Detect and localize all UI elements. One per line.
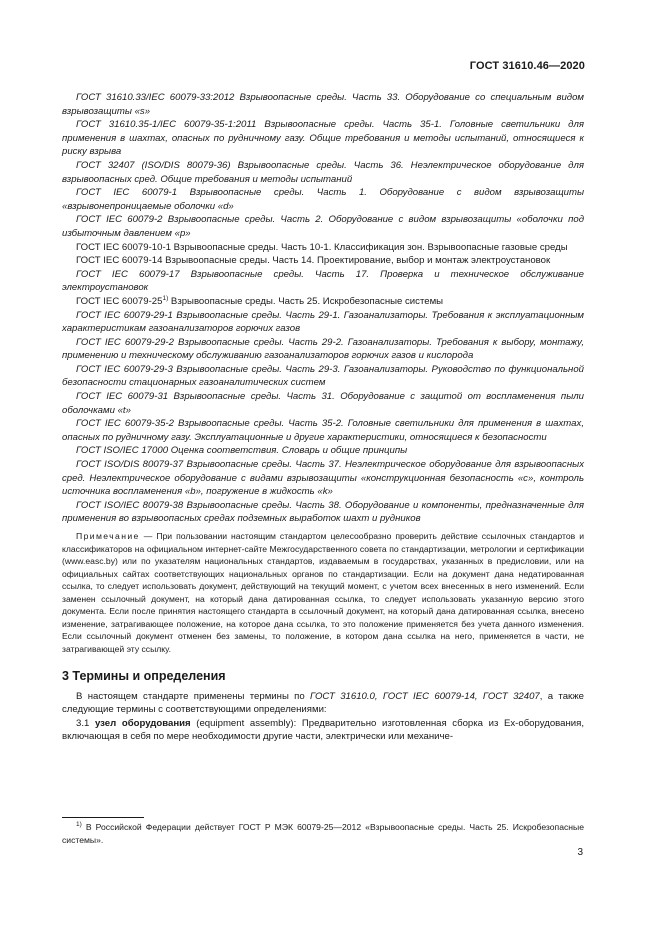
reference-item: ГОСТ 31610.33/IEC 60079-33:2012 Взрывоопасные среды. Часть 33. Оборудование со специальным видом взрывозащиты «s» bbox=[62, 92, 584, 117]
intro-refs: ГОСТ 31610.0, ГОСТ IEC 60079-14, ГОСТ 32407 bbox=[310, 690, 540, 702]
document-header: ГОСТ 31610.46—2020 bbox=[469, 60, 585, 72]
reference-item: ГОСТ ISO/DIS 80079-37 Взрывоопасные среды. Часть 37. Неэлектрическое оборудование для взрывоопасных сред. Неэлектрическое оборудование с видами взрывозащиты «конструкционная безопасность «c», контроль источника воспламенения «b», погружение в жидкость «k» bbox=[62, 459, 584, 498]
reference-item: ГОСТ IEC 60079-29-1 Взрывоопасные среды. Часть 29-1. Газоанализаторы. Требования к эксплуатационным характеристикам газоанализаторов горючих газов bbox=[62, 309, 584, 335]
footnote-text: В Российской Федерации действует ГОСТ Р МЭК 60079-25—2012 «Взрывоопасные среды. Часть 25. Искробезопасные системы». bbox=[62, 822, 584, 845]
footnote bbox=[62, 821, 584, 846]
reference-item: ГОСТ IEC 60079-35-2 Взрывоопасные среды. Часть 35-2. Головные светильники для применения в шахтах, опасных по рудничному газу. Эксплуатационные и другие характеристики, относящиеся к безопасности bbox=[62, 418, 584, 443]
note bbox=[62, 530, 584, 655]
footnote-divider bbox=[62, 817, 144, 818]
reference-item bbox=[62, 295, 584, 309]
reference-item: ГОСТ 31610.35-1/IEC 60079-35-1:2011 Взрывоопасные среды. Часть 35-1. Головные светильники для применения в шахтах, опасных по рудничному газу. Общие требования и методы испытаний, относящиеся к риску взрыва bbox=[62, 119, 584, 158]
footnote-marker: 1) bbox=[76, 821, 82, 829]
term-english: (equipment assembly) bbox=[190, 717, 294, 729]
normative-references-list bbox=[62, 91, 584, 526]
section-intro bbox=[62, 690, 584, 717]
reference-item: ГОСТ ISO/IEC 17000 Оценка соответствия. Словарь и общие принципы bbox=[76, 445, 408, 457]
reference-item: ГОСТ IEC 60079-29-2 Взрывоопасные среды. Часть 29-2. Газоанализаторы. Требования к выбору, монтажу, применению и техническому обслуживанию газоанализаторов горючих газов и кислорода bbox=[62, 336, 584, 362]
page-number: 3 bbox=[577, 847, 583, 858]
reference-item: ГОСТ IEC 60079-17 Взрывоопасные среды. Часть 17. Проверка и техническое обслуживание электроустановок bbox=[62, 268, 584, 294]
reference-item: ГОСТ IEC 60079-31 Взрывоопасные среды. Часть 31. Оборудование с защитой от воспламенения пыли оболочками «t» bbox=[62, 391, 584, 416]
note-text: — При пользовании настоящим стандартом целесообразно проверить действие ссылочных стандартов и классификаторов на официальном интернет-сайте Межгосударственного совета по стандартизации, метрологии и сертификации (www.easc.by) или по указателям национальных стандартов, издаваемым в государствах, указанных в предисловии, или на официальных сайтах соответствующих национальных органов по стандартизации. Если на документ дана недатированная ссылка, то следует использовать документ, действующий на текущий момент, с учетом всех внесенных в него изменений. Если заменен ссылочный документ, на который дана датированная ссылка, то следует использовать указанную версию этого документа. Если после принятия настоящего стандарта в ссылочный документ, на который дана датированная ссылка, внесено изменение, затрагивающее положение, на которое дана ссылка, то это положение применяется без учета данного изменения. Если ссылочный документ отменен без замены, то положение, в котором дана ссылка на него, применяется в части, не затрагивающей эту ссылку. bbox=[62, 531, 584, 654]
term-definition bbox=[62, 717, 584, 744]
reference-item: ГОСТ IEC 60079-14 Взрывоопасные среды. Часть 14. Проектирование, выбор и монтаж электроустановок bbox=[76, 255, 551, 267]
section-heading: 3 Термины и определения bbox=[62, 669, 226, 683]
reference-text: Взрывоопасные среды. Часть 25. Искробезопасные системы bbox=[168, 295, 444, 307]
page-body bbox=[62, 91, 584, 744]
reference-item: ГОСТ ISO/IEC 80079-38 Взрывоопасные среды. Часть 38. Оборудование и компоненты, предназначенные для применения во взрывоопасных средах подземных выработок шахт и рудников bbox=[62, 499, 584, 525]
reference-item: ГОСТ 32407 (ISO/DIS 80079-36) Взрывоопасные среды. Часть 36. Неэлектрическое оборудование для взрывоопасных сред. Общие требования и методы испытаний bbox=[62, 159, 584, 185]
intro-text-end: , а также следующие термины с соответствующими определениями: bbox=[62, 690, 585, 716]
reference-item: ГОСТ IEC 60079-1 Взрывоопасные среды. Часть 1. Оборудование с видом взрывозащиты «взрывонепроницаемые оболочки «d» bbox=[62, 187, 584, 212]
reference-text: ГОСТ IEC 60079-25 bbox=[76, 295, 163, 307]
note-label: Примечание bbox=[76, 531, 140, 541]
reference-item: ГОСТ IEC 60079-10-1 Взрывоопасные среды. Часть 10-1. Классификация зон. Взрывоопасные газовые среды bbox=[76, 241, 568, 253]
reference-item: ГОСТ IEC 60079-2 Взрывоопасные среды. Часть 2. Оборудование с видом взрывозащиты «оболочки под избыточным давлением «p» bbox=[62, 214, 584, 239]
term-definition-text: : Предварительно изготовленная сборка из Ex-оборудования, включающая в себя по мере необходимости другие части, электрически или механиче- bbox=[62, 717, 585, 743]
footnote-marker: 1) bbox=[162, 294, 169, 302]
reference-item: ГОСТ IEC 60079-29-3 Взрывоопасные среды. Часть 29-3. Газоанализаторы. Руководство по функциональной безопасности стационарных газоаналитических систем bbox=[62, 363, 584, 389]
term-number: 3.1 bbox=[76, 717, 95, 729]
intro-text: В настоящем стандарте применены термины по bbox=[76, 690, 311, 702]
term-name: узел оборудования bbox=[94, 717, 191, 729]
